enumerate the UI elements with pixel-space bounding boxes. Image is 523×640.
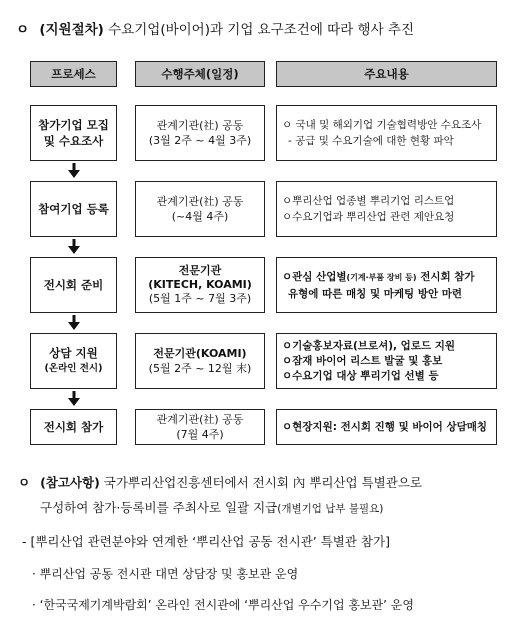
content-segment: ㅇ관심 산업별 <box>282 270 347 283</box>
process-register <box>30 181 117 237</box>
process-line: 참여기업 등록 <box>38 202 109 216</box>
owner-register <box>135 181 265 237</box>
process-line: 참가기업 모집 <box>38 118 109 132</box>
owner-line: (3월 2주 ~ 4월 3주) <box>148 134 252 147</box>
procedure-heading <box>16 18 414 38</box>
content-segment: 전시회 참가 <box>416 270 475 283</box>
owner-line: (7월 4주) <box>176 428 224 441</box>
heading-text: 수요기업(바이어)과 기업 요구조건에 따라 행사 추진 <box>108 22 415 38</box>
process-line: 전시회 준비 <box>43 278 104 292</box>
owner-prepare <box>135 257 265 313</box>
reference-text: 국가뿌리산업진흥센터에서 전시회 內 뿌리산업 특별관으로 <box>103 475 422 490</box>
content-register <box>276 181 497 237</box>
process-line: 전시회 참가 <box>43 420 104 434</box>
process-attend <box>30 409 117 445</box>
process-line: 및 수요조사 <box>43 134 104 148</box>
content-consult <box>276 333 497 389</box>
owner-line: (5월 2주 ~ 12월 末) <box>148 362 252 375</box>
reference-section <box>18 470 513 522</box>
content-line: ㅇ 국내 및 해외기업 기술협력방안 수요조사 <box>282 119 482 131</box>
content-line: ㅇ수요기업과 뿌리산업 관련 제안요청 <box>282 211 455 223</box>
arrow-down-icon <box>68 163 80 179</box>
content-line: ㅇ잠재 바이어 리스트 발굴 및 홍보 <box>282 354 443 367</box>
process-line: 상담 지원 <box>49 346 98 360</box>
content-recruit <box>276 105 497 161</box>
owner-attend <box>135 409 265 445</box>
header-owner: 수행주체(일정) <box>135 61 265 87</box>
owner-line: 관계기관(社) 공동 <box>156 413 244 426</box>
owner-line: (~4월 4주) <box>171 210 229 223</box>
process-prepare <box>30 257 117 313</box>
owner-recruit <box>135 105 265 161</box>
arrow-down-icon <box>68 315 80 331</box>
process-consult <box>30 333 117 389</box>
content-line: ㅇ수요기업 대상 뿌리기업 선별 등 <box>282 369 439 382</box>
reference-title: (참고사항) <box>40 475 100 490</box>
sub-heading: - [뿌리산업 관련분야와 연계한 ‘뿌리산업 공동 전시관’ 특별관 참가] <box>22 534 390 549</box>
reference-line <box>18 470 513 495</box>
content-line: ㅇ뿌리산업 업종별 뿌리기업 리스트업 <box>282 195 455 207</box>
content-attend <box>276 409 497 445</box>
arrow-down-icon <box>68 239 80 255</box>
owner-line: 관계기관(社) 공동 <box>156 119 244 132</box>
owner-line: (KITECH, KOAMI) <box>148 278 252 291</box>
arrow-down-icon <box>68 391 80 407</box>
owner-line: 관계기관(社) 공동 <box>156 195 244 208</box>
content-line <box>282 269 475 286</box>
reference-text: 구성하여 참가·등록비를 주최사로 일괄 지급 <box>40 500 278 515</box>
heading-bullet: ㅇ <box>16 22 30 38</box>
content-line: 유형에 따른 매칭 및 마케팅 방안 마련 <box>288 287 463 300</box>
content-small-note: (기계·부품 장비 등) <box>346 272 417 282</box>
reference-bullet: ㅇ <box>18 475 31 490</box>
owner-line: (5월 1주 ~ 7월 3주) <box>148 292 252 305</box>
header-content: 주요내용 <box>276 61 497 87</box>
content-line: ㅇ기술홍보자료(브로셔), 업로드 지원 <box>282 339 456 352</box>
owner-line: 전문기관(KOAMI) <box>153 347 247 360</box>
header-process: 프로세스 <box>30 61 117 87</box>
content-line: ㅇ현장지원: 전시회 진행 및 바이어 상담매칭 <box>282 421 488 433</box>
process-line: (온라인 전시) <box>44 363 103 374</box>
process-recruit <box>30 105 117 161</box>
owner-line: 전문기관 <box>178 264 222 277</box>
content-line: - 공급 및 수요기술에 대한 현황 파악 <box>288 135 454 147</box>
bullet-item: · 뿌리산업 공동 전시관 대면 상담장 및 홍보관 운영 <box>32 567 299 581</box>
owner-consult <box>135 333 265 389</box>
content-prepare <box>276 257 497 313</box>
reference-note: (개별기업 납부 불필요) <box>277 503 384 515</box>
heading-title: (지원절차) <box>39 22 104 38</box>
reference-line <box>18 495 513 522</box>
bullet-item: · ‘한국국제기계박람회’ 온라인 전시관에 ‘뿌리산업 우수기업 홍보관’ 운영 <box>32 598 414 612</box>
